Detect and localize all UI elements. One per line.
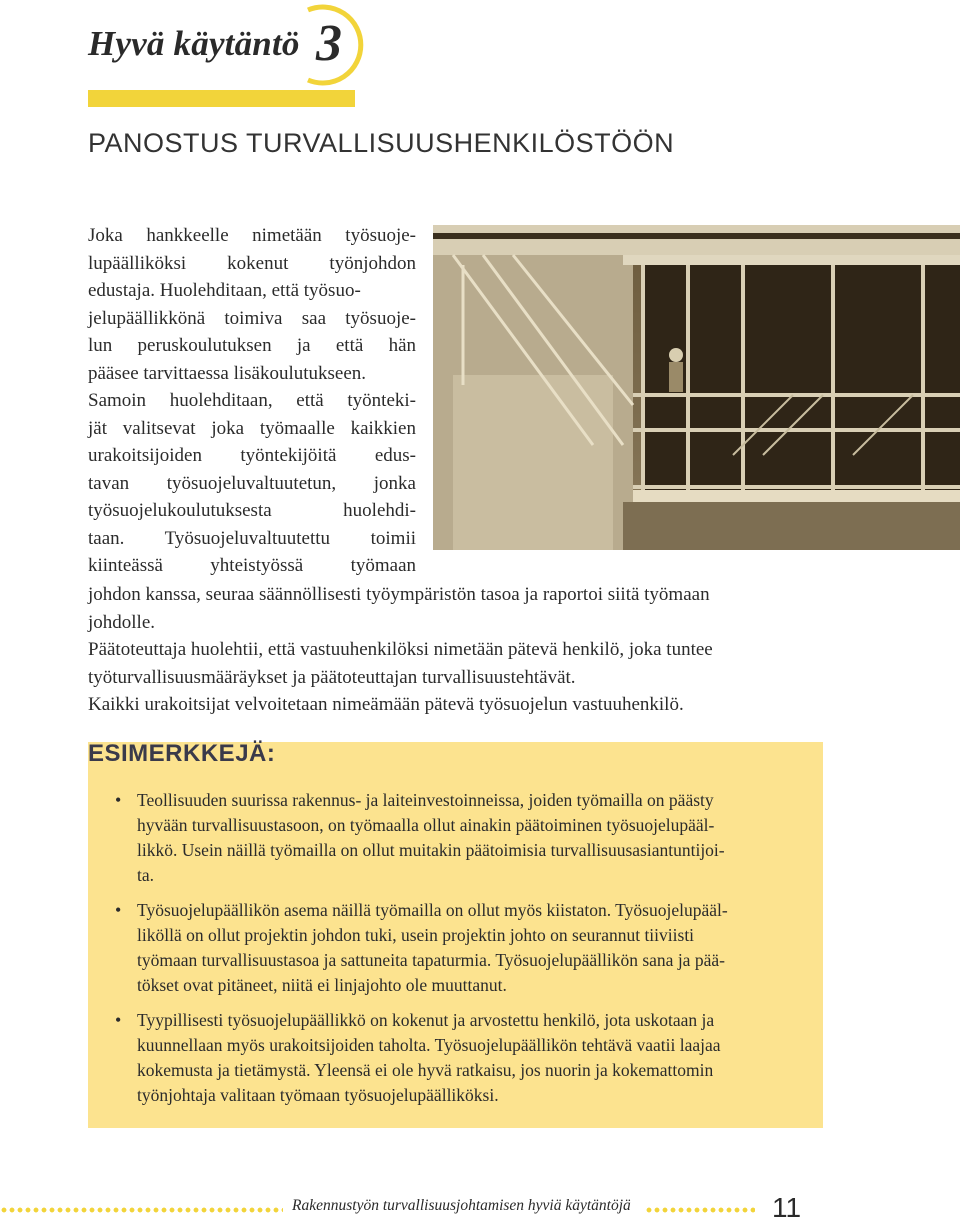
footer-publication-title: Rakennustyön turvallisuusjohtamisen hyviä käytäntöjä xyxy=(292,1197,631,1214)
bullet-icon: • xyxy=(115,790,122,810)
text-line: työsuojelukoulutuksesta huolehdi- xyxy=(88,500,416,521)
list-item xyxy=(115,898,815,998)
text-line: jät valitsevat joka työmaalle kaikkien xyxy=(88,417,416,439)
text-line: Teollisuuden suurissa rakennus- ja laiteinvestoinneissa, joiden työmailla on päästy xyxy=(137,790,714,810)
text-line: liköllä on ollut projektin johdon tuki, usein projektin johto on seurannut tiiviisti xyxy=(137,925,695,945)
examples-heading: ESIMERKKEJÄ: xyxy=(88,740,276,767)
text-line: tökset ovat pitäneet, niitä ei linjajohto ole muuttanut. xyxy=(137,975,507,995)
section-title: PANOSTUS TURVALLISUUSHENKILÖSTÖÖN xyxy=(88,128,675,158)
text-line: hyvään turvallisuustasoon, on työmaalla ollut ainakin päätoiminen työsuojelupääl- xyxy=(137,815,715,835)
bullet-icon: • xyxy=(115,900,122,920)
text-line: ta. xyxy=(137,865,155,885)
text-line: taan. Työsuojeluvaltuutettu toimii xyxy=(88,527,416,549)
header-accent-bar xyxy=(88,90,355,107)
body-paragraph xyxy=(88,581,828,719)
text-line: kiinteässä yhteistyössä työmaan xyxy=(88,555,416,576)
text-line: johdolle. xyxy=(88,611,156,633)
text-line: lupäälliköksi kokenut työnjohdon xyxy=(88,252,416,274)
text-line: Päätoteuttaja huolehtii, että vastuuhenkilöksi nimetään pätevä henkilö, joka tuntee xyxy=(88,639,713,660)
footer-dots-decoration xyxy=(645,1207,755,1213)
chapter-number: 3 xyxy=(316,15,342,72)
text-line: urakoitsijoiden työntekijöitä edus- xyxy=(88,445,416,466)
text-line: pääsee tarvittaessa lisäkoulutukseen. xyxy=(88,362,367,384)
construction-scaffolding-photo xyxy=(433,225,960,550)
text-line: jelupäällikkönä toimiva saa työsuoje- xyxy=(88,307,416,329)
text-line: tavan työsuojeluvaltuutetun, jonka xyxy=(88,472,416,494)
text-line: työturvallisuusmääräykset ja päätoteuttajan turvallisuustehtävät. xyxy=(88,666,576,688)
footer-dots-decoration xyxy=(0,1207,283,1213)
examples-list xyxy=(115,788,815,1118)
bullet-icon: • xyxy=(115,1010,122,1030)
list-item xyxy=(115,1008,815,1108)
text-line: Työsuojelupäällikön asema näillä työmailla on ollut myös kiistaton. Työsuojelupääl- xyxy=(137,900,728,920)
text-line: Tyypillisesti työsuojelupäällikkö on kokenut ja arvostettu henkilö, jota uskotaan ja xyxy=(137,1010,715,1030)
chapter-title: Hyvä käytäntö xyxy=(88,24,300,63)
intro-paragraph xyxy=(88,222,416,580)
text-line: Samoin huolehditaan, että työnteki- xyxy=(88,390,416,411)
text-line: kuunnellaan myös urakoitsijoiden taholta. Työsuojelupäällikön tehtävä vaatii laajaa xyxy=(137,1035,721,1055)
text-line: edustaja. Huolehditaan, että työsuo- xyxy=(88,280,361,301)
text-line: likkö. Usein näillä työmailla on ollut muitakin päätoimisia turvallisuusasiantuntijoi- xyxy=(137,840,725,860)
text-line: Kaikki urakoitsijat velvoitetaan nimeämään pätevä työsuojelun vastuuhenkilö. xyxy=(88,694,684,715)
list-item xyxy=(115,788,815,888)
text-line: johdon kanssa, seuraa säännöllisesti työympäristön tasoa ja raportoi siitä työmaan xyxy=(88,584,710,605)
page-number: 11 xyxy=(772,1192,802,1223)
text-line: työnjohtaja valitaan työmaan työsuojelupäälliköksi. xyxy=(137,1085,499,1105)
text-line: Joka hankkeelle nimetään työsuoje- xyxy=(88,225,416,246)
chapter-arc-decoration xyxy=(300,0,390,90)
text-line: kokemusta ja tietämystä. Yleensä ei ole hyvä ratkaisu, jos nuorin ja kokemattomin xyxy=(137,1060,714,1080)
text-line: lun peruskoulutuksen ja että hän xyxy=(88,335,416,356)
text-line: työmaan turvallisuustasoa ja sattuneita tapaturmia. Työsuojelupäällikön sana ja pää- xyxy=(137,950,725,970)
